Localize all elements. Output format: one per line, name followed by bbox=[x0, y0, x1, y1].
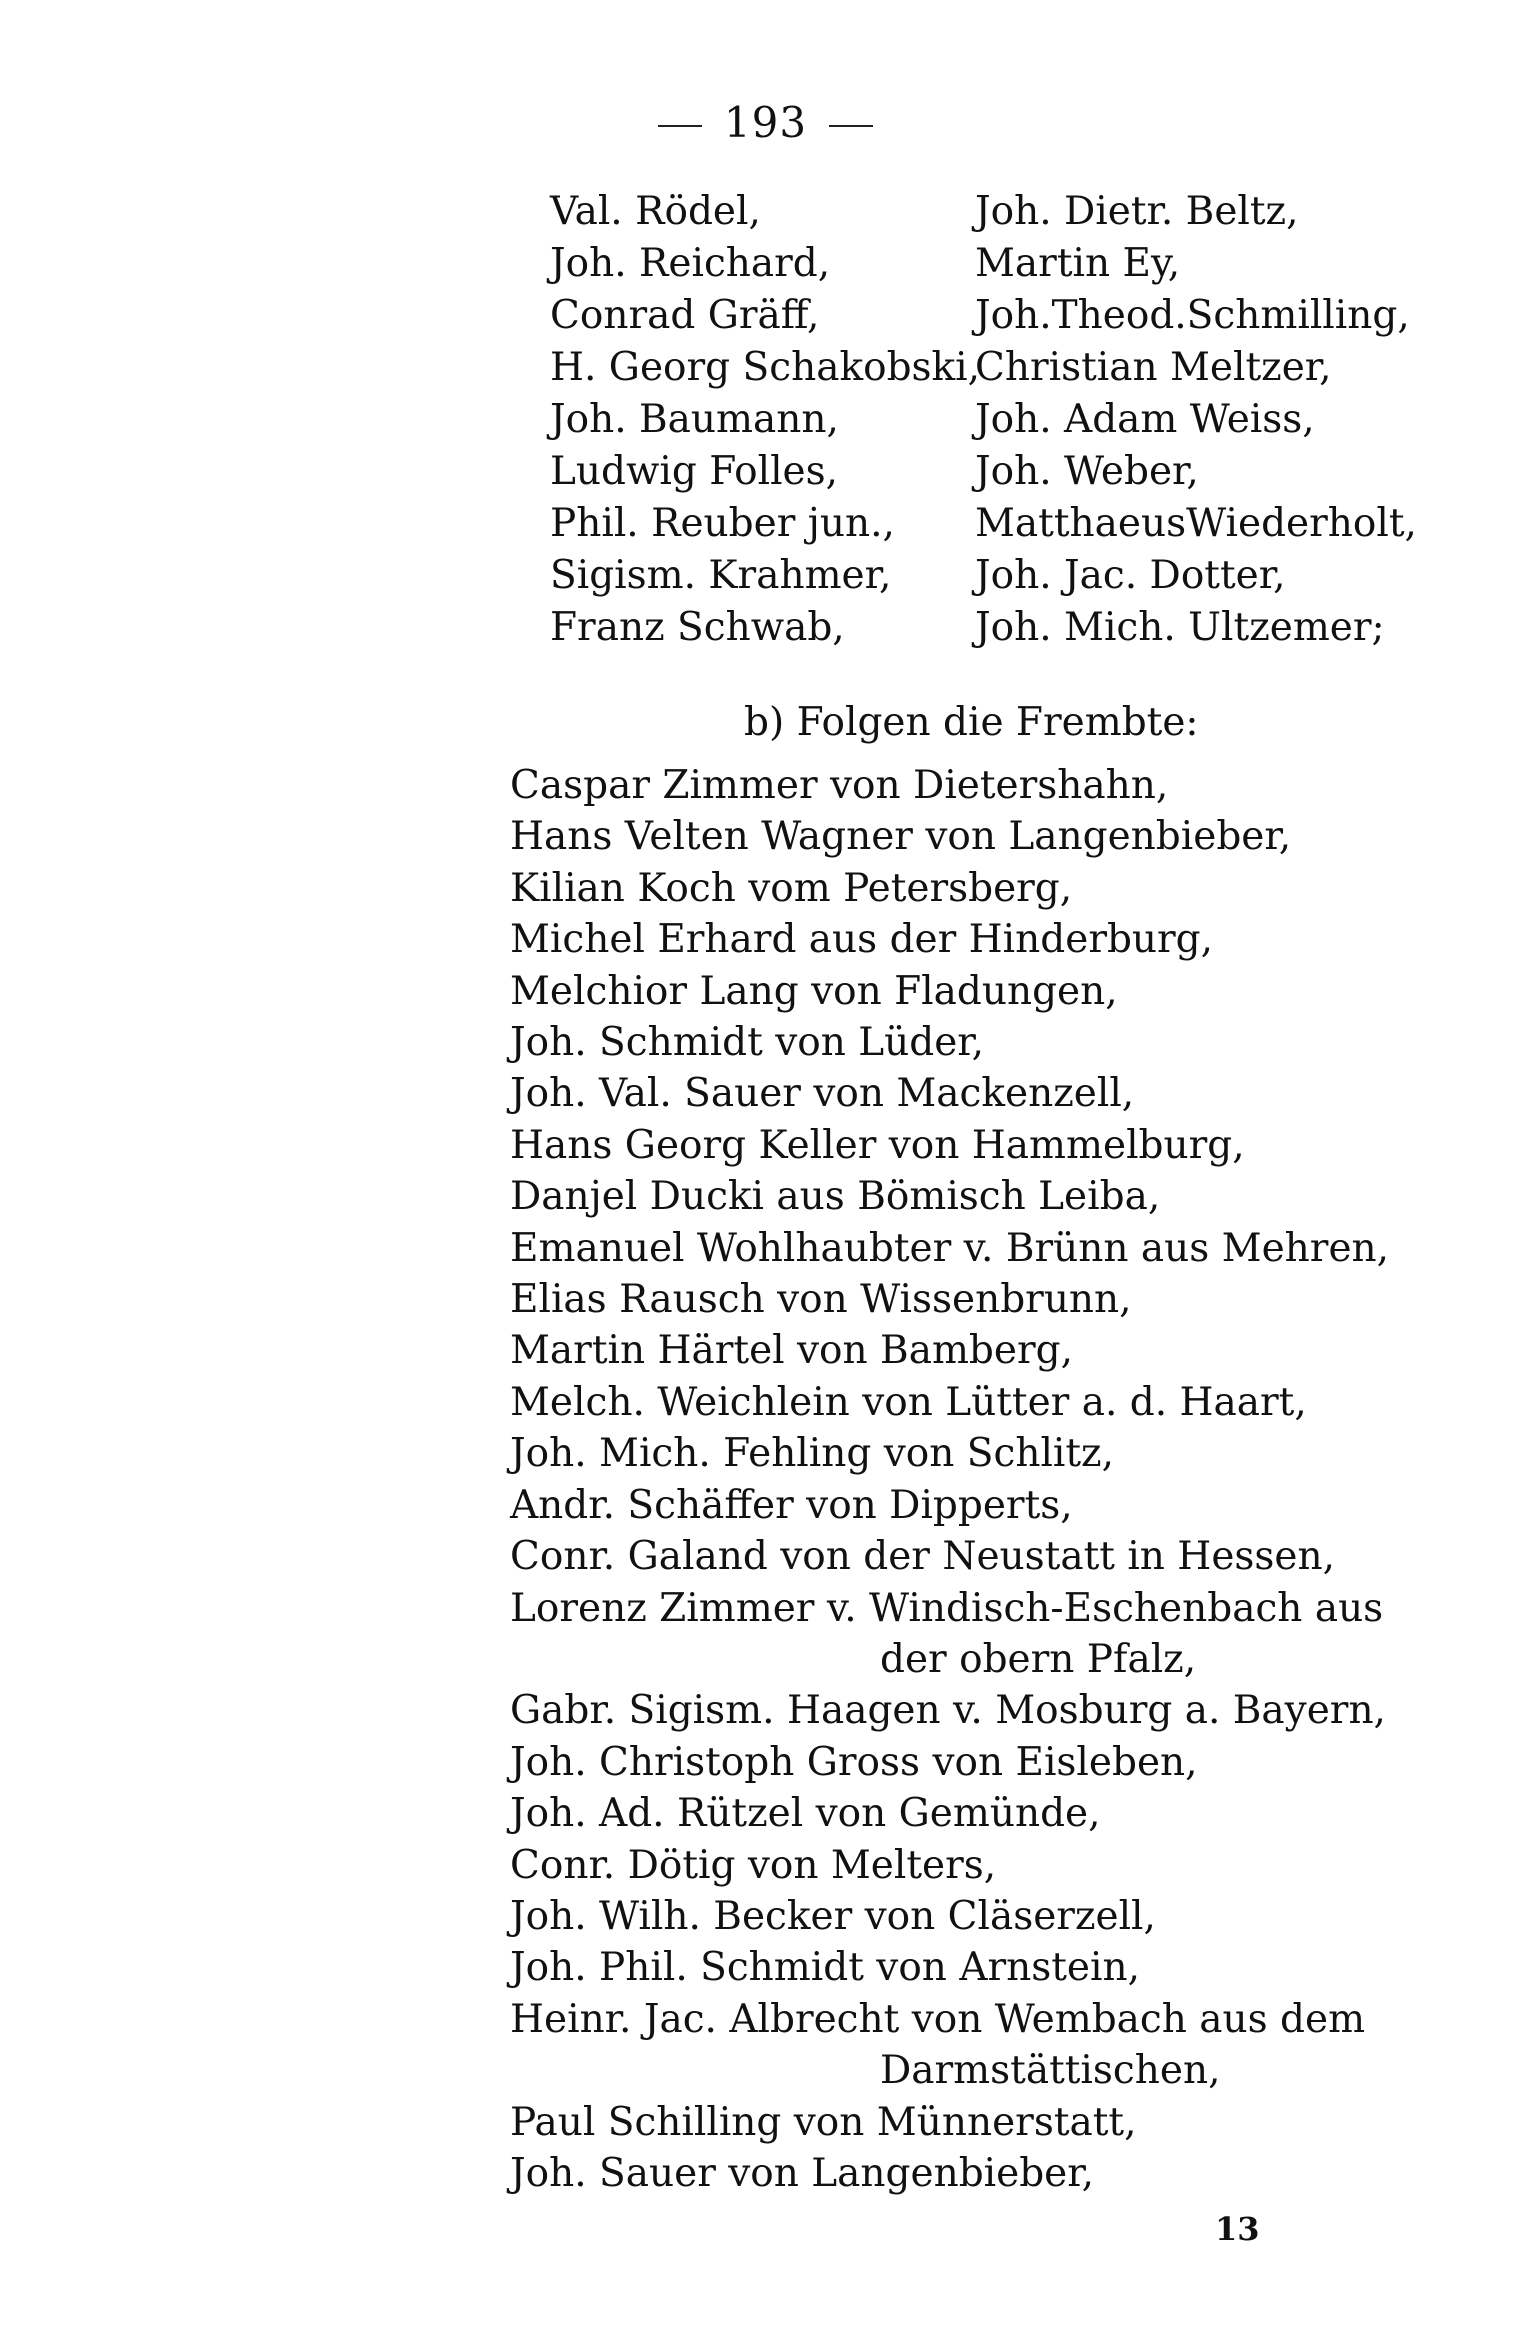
name-entry: MatthaeusWiederholt, bbox=[975, 501, 1417, 546]
name-entry: Joh. Jac. Dotter, bbox=[975, 553, 1286, 598]
list-item: Andr. Schäffer von Dipperts, bbox=[510, 1482, 1073, 1528]
name-entry: Joh. Weber, bbox=[975, 449, 1199, 494]
name-entry: Martin Ey, bbox=[975, 241, 1181, 286]
list-item-continuation: Darmstättischen, bbox=[880, 2048, 1221, 2094]
page-number bbox=[0, 98, 1531, 147]
name-entry: H. Georg Schakobski, bbox=[550, 345, 981, 390]
name-entry: Joh. Mich. Ultzemer; bbox=[975, 605, 1385, 650]
list-item: Joh. Val. Sauer von Mackenzell, bbox=[510, 1071, 1135, 1117]
list-item: Joh. Sauer von Langenbieber, bbox=[510, 2150, 1095, 2196]
list-item: Gabr. Sigism. Haagen v. Mosburg a. Bayern, bbox=[510, 1688, 1386, 1734]
list-item: Conr. Dötig von Melters, bbox=[510, 1842, 997, 1888]
name-entry: Ludwig Folles, bbox=[550, 449, 839, 494]
list-item: Joh. Mich. Fehling von Schlitz, bbox=[510, 1431, 1115, 1477]
name-entry: Joh.Theod.Schmilling, bbox=[975, 293, 1410, 338]
list-item: Caspar Zimmer von Dietershahn, bbox=[510, 763, 1169, 808]
list-item: Joh. Phil. Schmidt von Arnstein, bbox=[510, 1945, 1140, 1991]
name-entry: Christian Meltzer, bbox=[975, 345, 1332, 390]
page-number-dash-right bbox=[829, 125, 873, 127]
section-b-heading: b) Folgen die Frembte: bbox=[744, 700, 1199, 745]
list-item: Kilian Koch vom Petersberg, bbox=[510, 865, 1073, 911]
list-item: Heinr. Jac. Albrecht von Wembach aus dem bbox=[510, 1996, 1366, 2042]
name-entry: Joh. Baumann, bbox=[550, 397, 839, 442]
printer-signature-mark: 13 bbox=[1215, 2210, 1260, 2248]
list-item: Joh. Ad. Rützel von Gemünde, bbox=[510, 1791, 1101, 1837]
name-entry: Joh. Dietr. Beltz, bbox=[975, 189, 1299, 234]
list-item: Elias Rausch von Wissenbrunn, bbox=[510, 1277, 1132, 1323]
name-entry: Phil. Reuber jun., bbox=[550, 501, 895, 546]
name-entry: Joh. Adam Weiss, bbox=[975, 397, 1315, 442]
name-entry: Franz Schwab, bbox=[550, 605, 845, 650]
name-entry: Conrad Gräff, bbox=[550, 293, 820, 338]
list-item: Joh. Schmidt von Lüder, bbox=[510, 1020, 985, 1066]
list-item: Melch. Weichlein von Lütter a. d. Haart, bbox=[510, 1379, 1307, 1425]
name-entry: Val. Rödel, bbox=[550, 189, 761, 234]
list-item: Paul Schilling von Münnerstatt, bbox=[510, 2099, 1137, 2145]
name-entry: Joh. Reichard, bbox=[550, 241, 831, 286]
local-names-left-column bbox=[550, 186, 980, 654]
page-number-dash-left bbox=[658, 125, 702, 127]
list-item: Emanuel Wohlhaubter v. Brünn aus Mehren, bbox=[510, 1225, 1390, 1271]
page-number-text: 193 bbox=[723, 98, 808, 147]
list-item: Danjel Ducki aus Bömisch Leiba, bbox=[510, 1174, 1161, 1220]
list-item-continuation: der obern Pfalz, bbox=[880, 1636, 1197, 1682]
list-item: Hans Georg Keller von Hammelburg, bbox=[510, 1122, 1245, 1168]
foreigners-list bbox=[510, 760, 1390, 2199]
list-item: Joh. Wilh. Becker von Cläserzell, bbox=[510, 1893, 1156, 1939]
list-item: Lorenz Zimmer v. Windisch-Eschenbach aus bbox=[510, 1585, 1384, 1631]
list-item: Joh. Christoph Gross von Eisleben, bbox=[510, 1739, 1198, 1785]
list-item: Michel Erhard aus der Hinderburg, bbox=[510, 917, 1214, 963]
list-item: Hans Velten Wagner von Langenbieber, bbox=[510, 814, 1292, 860]
list-item: Conr. Galand von der Neustatt in Hessen, bbox=[510, 1534, 1336, 1580]
list-item: Martin Härtel von Bamberg, bbox=[510, 1328, 1073, 1374]
list-item: Melchior Lang von Fladungen, bbox=[510, 968, 1118, 1014]
name-entry: Sigism. Krahmer, bbox=[550, 553, 892, 598]
local-names-right-column bbox=[975, 186, 1417, 654]
